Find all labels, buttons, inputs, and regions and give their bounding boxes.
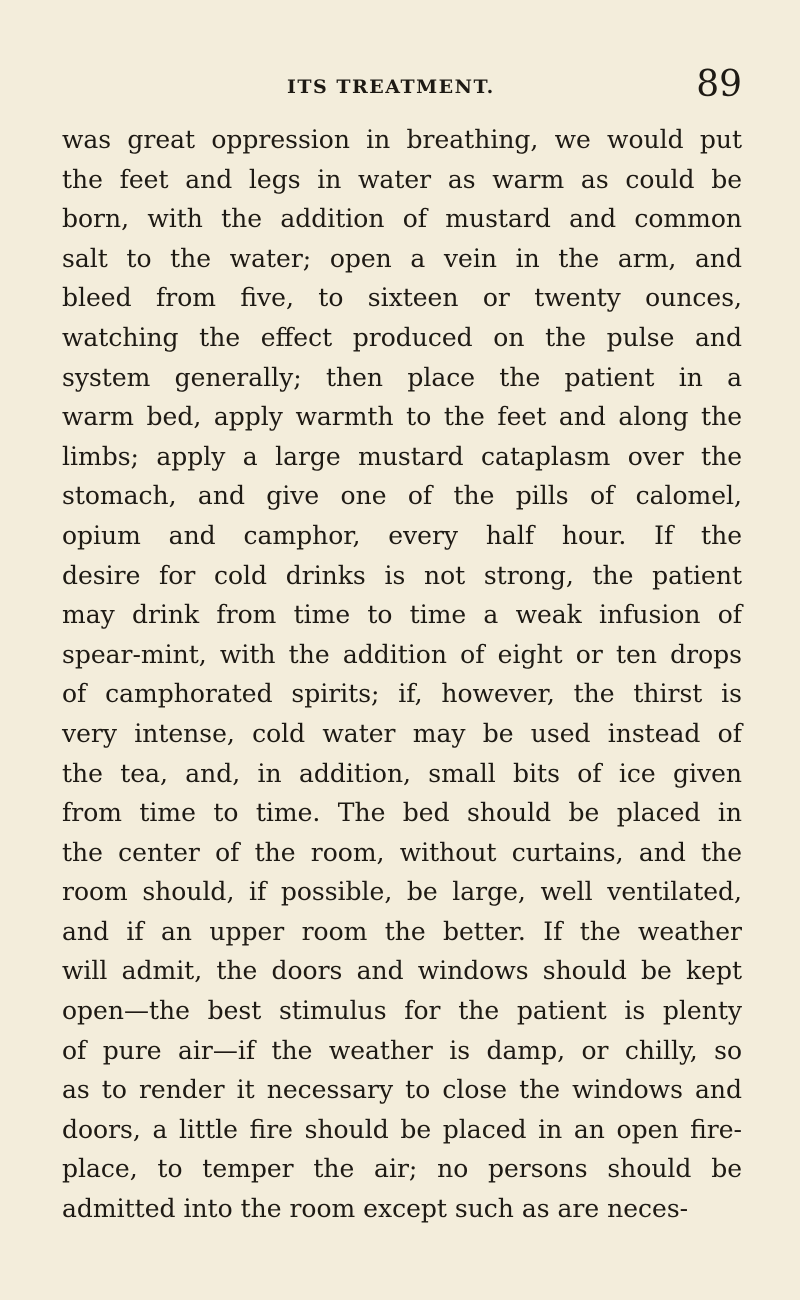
text-line: warm bed, apply warmth to the feet and along the <box>62 402 742 432</box>
text-line: the tea, and, in addition, small bits of ice given <box>62 758 742 788</box>
text-line: open—the best stimulus for the patient is plenty <box>62 996 742 1026</box>
text-line: as to render it necessary to close the windows and <box>62 1075 742 1105</box>
text-line: opium and camphor, every half hour. If the <box>62 520 742 550</box>
text-line: may drink from time to time a weak infusion of <box>62 600 742 630</box>
page-number: 89 <box>696 64 742 105</box>
text-line: room should, if possible, be large, well ventilated, <box>62 877 742 907</box>
text-line: system generally; then place the patient in a <box>62 362 742 392</box>
text-line: desire for cold drinks is not strong, the patient <box>62 560 742 590</box>
text-line: admitted into the room except such as are neces- <box>62 1194 689 1224</box>
text-line: place, to temper the air; no persons should be <box>62 1154 742 1184</box>
text-line: salt to the water; open a vein in the arm, and <box>62 243 742 273</box>
body-text <box>62 120 742 1229</box>
text-line: the feet and legs in water as warm as could be <box>62 164 742 194</box>
text-line: spear-mint, with the addition of eight or ten drops <box>62 639 742 669</box>
text-line: doors, a little fire should be placed in an open fire- <box>62 1114 742 1144</box>
text-line: watching the effect produced on the pulse and <box>62 322 742 352</box>
running-head: ITS TREATMENT. <box>287 76 495 98</box>
text-line: very intense, cold water may be used instead of <box>62 718 742 748</box>
text-line: the center of the room, without curtains, and the <box>62 837 742 867</box>
text-line: and if an upper room the better. If the weather <box>62 916 742 946</box>
text-line: stomach, and give one of the pills of calomel, <box>62 481 742 511</box>
text-line: of camphorated spirits; if, however, the thirst is <box>62 679 742 709</box>
text-line: born, with the addition of mustard and common <box>62 204 742 234</box>
text-line: bleed from five, to sixteen or twenty ounces, <box>62 283 742 313</box>
text-line: of pure air—if the weather is damp, or chilly, so <box>62 1035 742 1065</box>
text-line: from time to time. The bed should be placed in <box>62 798 742 828</box>
page-header <box>62 64 742 120</box>
text-line: will admit, the doors and windows should be kept <box>62 956 742 986</box>
text-line: limbs; apply a large mustard cataplasm over the <box>62 441 742 471</box>
text-line: was great oppression in breathing, we would put <box>62 125 742 154</box>
